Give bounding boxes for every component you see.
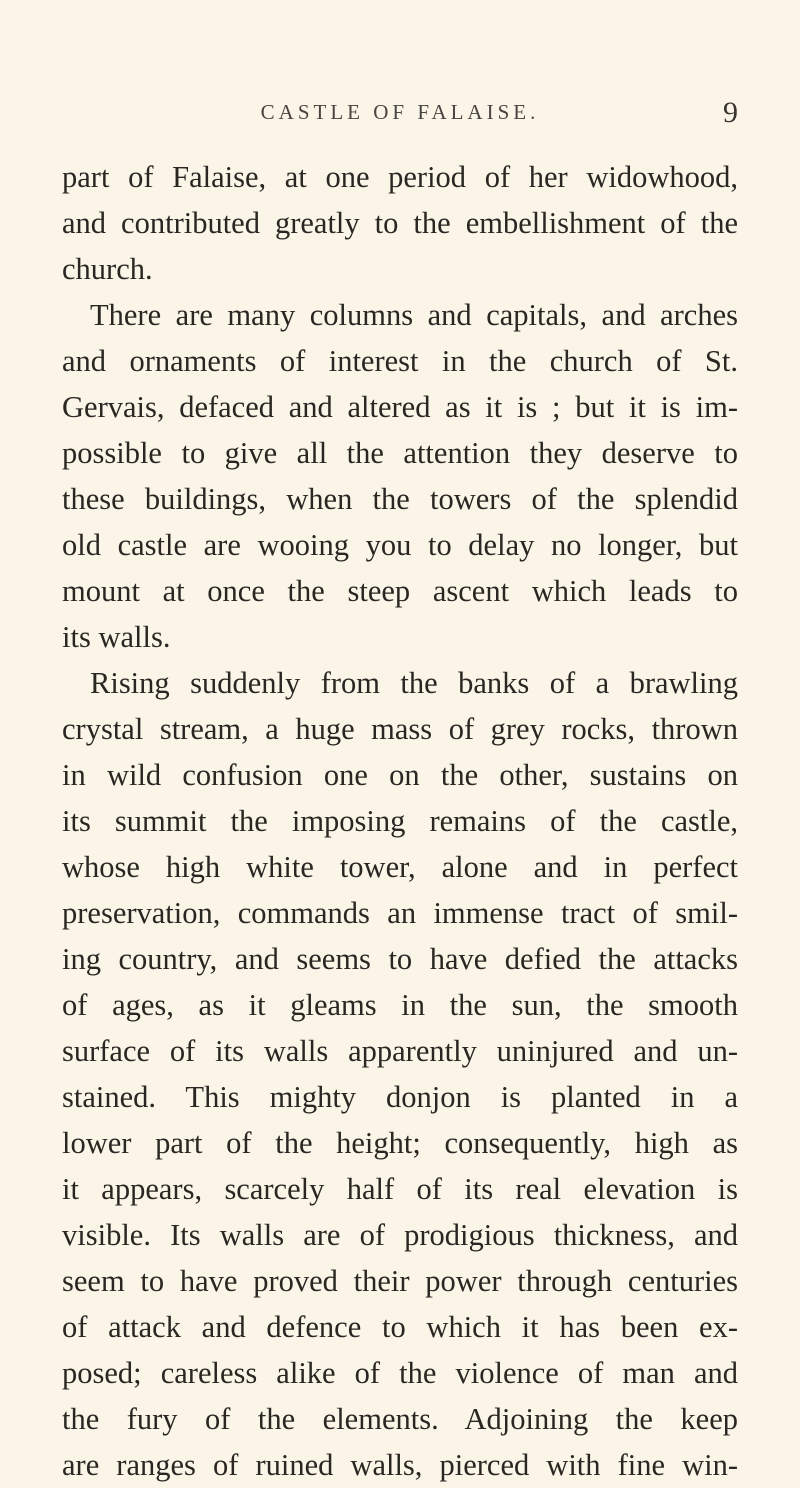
body-text: [62, 154, 738, 1488]
text-line: There are many columns and capitals, and arches: [90, 298, 738, 332]
text-line: Gervais, defaced and altered as it is ; but it is im-: [62, 390, 738, 424]
text-line: crystal stream, a huge mass of grey rocks, thrown: [62, 712, 738, 746]
text-line: part of Falaise, at one period of her widowhood,: [62, 160, 738, 194]
text-line: ing country, and seems to have defied the attacks: [62, 942, 738, 976]
text-line: lower part of the height; consequently, high as: [62, 1126, 738, 1160]
running-head: [62, 96, 738, 144]
text-line: and contributed greatly to the embellishment of the: [62, 206, 738, 240]
text-line: church.: [62, 252, 153, 286]
text-line: of attack and defence to which it has been ex-: [62, 1310, 738, 1344]
text-line: whose high white tower, alone and in perfect: [62, 850, 738, 884]
running-title: CASTLE OF FALAISE.: [260, 100, 540, 124]
text-line: preservation, commands an immense tract of smil-: [62, 896, 738, 930]
text-line: and ornaments of interest in the church of St.: [62, 344, 738, 378]
text-line: visible. Its walls are of prodigious thickness, and: [62, 1218, 738, 1252]
text-line: possible to give all the attention they deserve to: [62, 436, 738, 470]
text-line: it appears, scarcely half of its real elevation is: [62, 1172, 738, 1206]
text-line: old castle are wooing you to delay no longer, but: [62, 528, 738, 562]
text-line: are ranges of ruined walls, pierced with fine win-: [62, 1448, 738, 1482]
text-line: in wild confusion one on the other, sustains on: [62, 758, 738, 792]
text-line: seem to have proved their power through centuries: [62, 1264, 738, 1298]
text-line: surface of its walls apparently uninjured and un-: [62, 1034, 738, 1068]
text-line: mount at once the steep ascent which leads to: [62, 574, 738, 608]
text-line: Rising suddenly from the banks of a brawling: [90, 666, 738, 700]
text-line: the fury of the elements. Adjoining the keep: [62, 1402, 738, 1436]
text-line: stained. This mighty donjon is planted in a: [62, 1080, 738, 1114]
text-line: posed; careless alike of the violence of man and: [62, 1356, 738, 1390]
page-number: 9: [723, 96, 738, 129]
text-line: its walls.: [62, 620, 171, 654]
text-line: these buildings, when the towers of the splendid: [62, 482, 738, 516]
text-line: its summit the imposing remains of the castle,: [62, 804, 738, 838]
text-line: of ages, as it gleams in the sun, the smooth: [62, 988, 738, 1022]
